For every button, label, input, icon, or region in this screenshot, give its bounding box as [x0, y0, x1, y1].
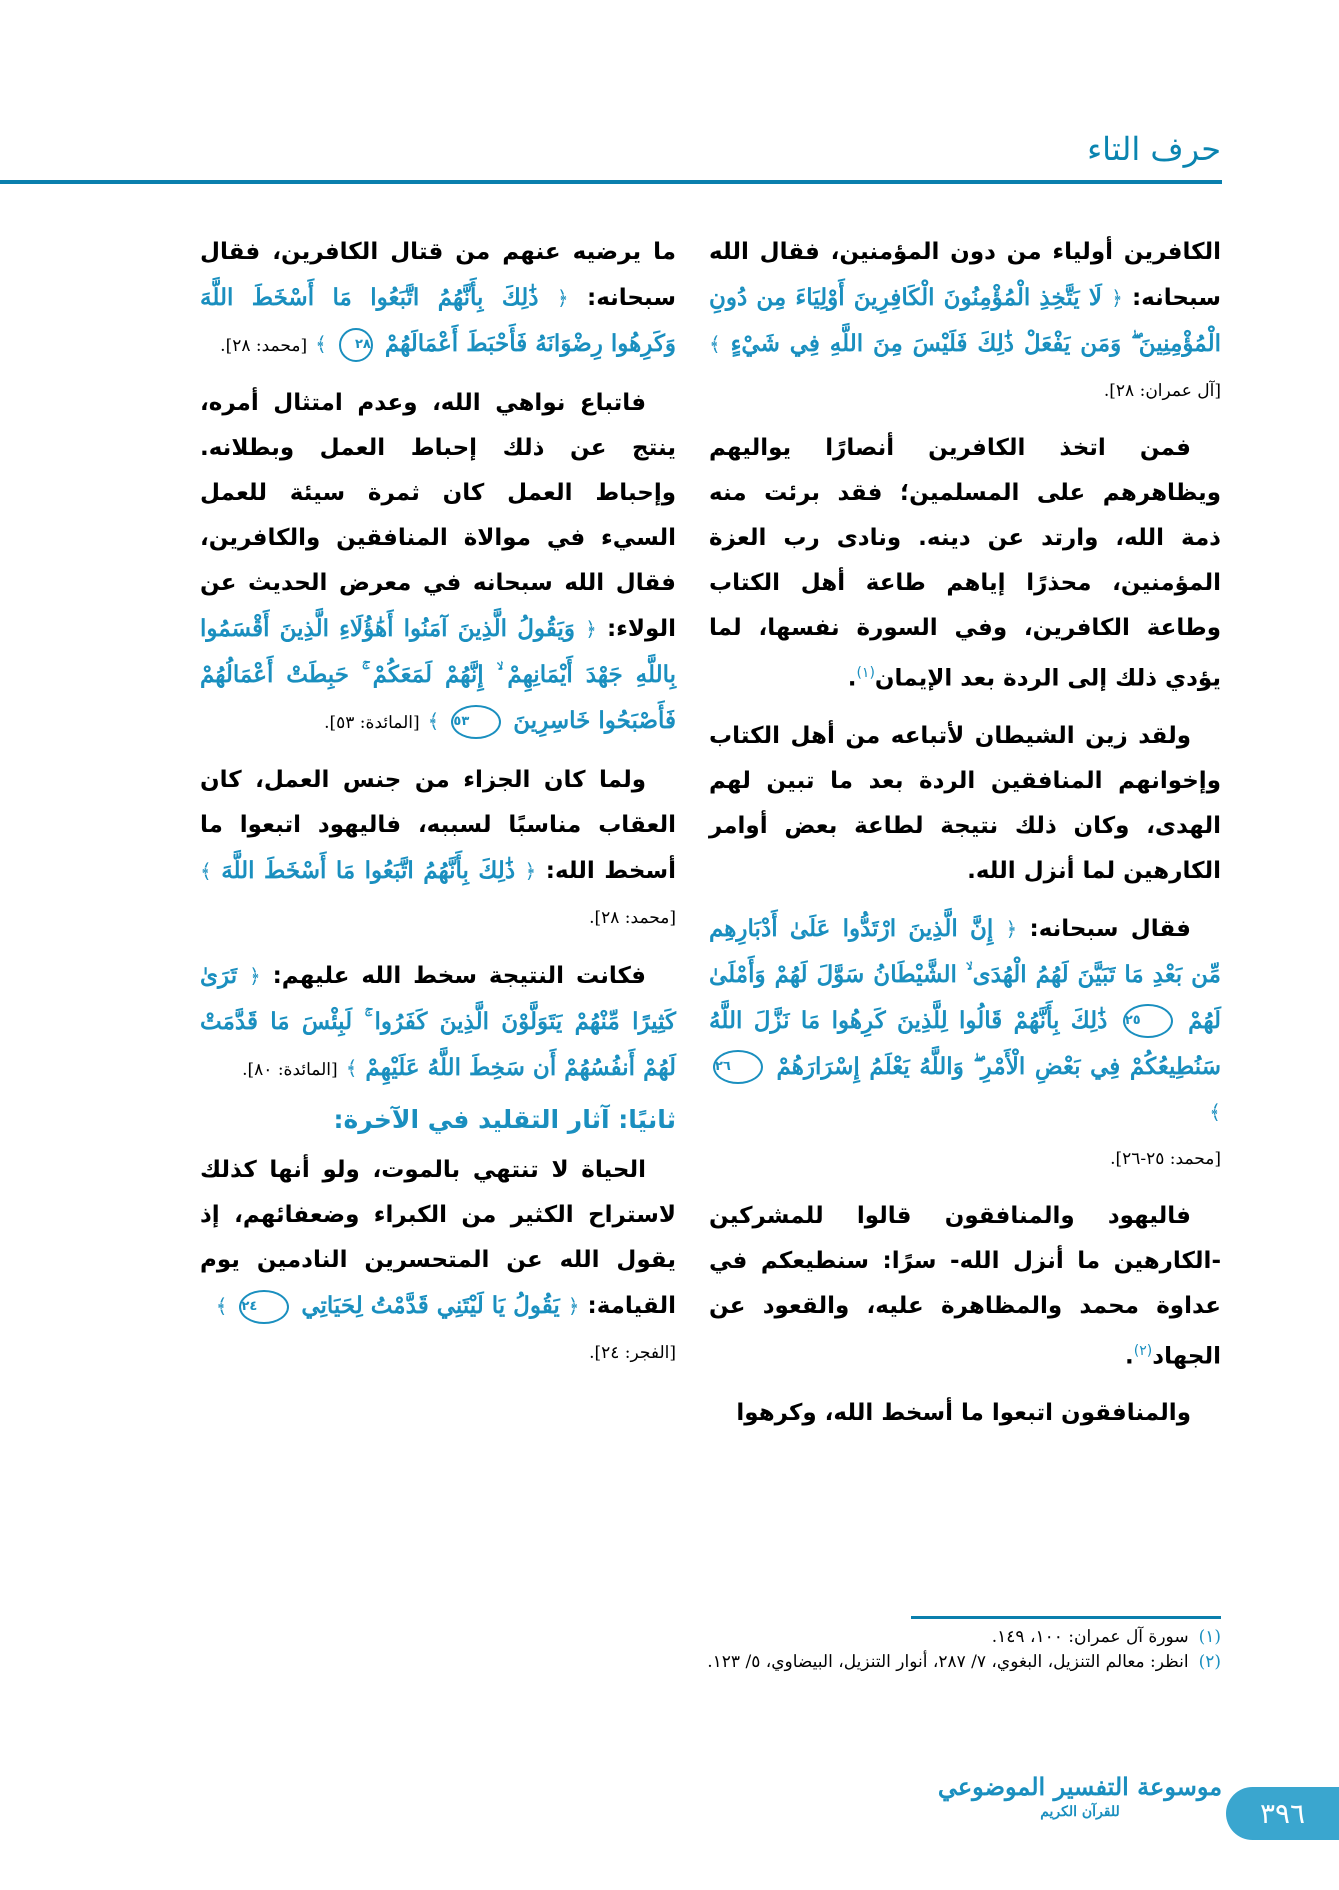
quran-verse: ذَٰلِكَ بِأَنَّهُمُ اتَّبَعُوا مَا أَسْخَطَ اللَّهَ وَكَرِهُوا رِضْوَانَهُ فَأَحْبَطَ أَعْمَالَهُمْ — [200, 284, 676, 357]
quran-open-ornament-icon: ﴿ — [1111, 286, 1123, 310]
quran-open-ornament-icon: ﴿ — [585, 617, 597, 641]
quran-open-ornament-icon: ﴿ — [524, 859, 537, 883]
footnote-marker[interactable]: (٢) — [1133, 1342, 1153, 1359]
verse-reference: [محمد: ٢٨]. — [589, 908, 676, 928]
quran-close-ornament-icon: ﴾ — [200, 859, 212, 883]
footnotes — [701, 1625, 1221, 1675]
logo-subtitle: للقرآن الكريم — [1040, 1804, 1120, 1820]
footnote-number: (٢) — [1198, 1652, 1221, 1672]
paragraph — [709, 1391, 1221, 1436]
ayah-number: ٢٥ — [1123, 1004, 1173, 1038]
body-text: ولما كان الجزاء من جنس العمل، كان العقاب مناسبًا لسببه، فاليهود اتبعوا ما أسخط الله: — [200, 767, 676, 884]
quran-verse: تَرَىٰ كَثِيرًا مِّنْهُمْ يَتَوَلَّوْنَ الَّذِينَ كَفَرُوا ۚ لَبِئْسَ مَا قَدَّمَتْ لَهُمْ أَنفُسُهُمْ أَن سَخِطَ اللَّهُ عَلَيْهِمْ — [200, 962, 676, 1081]
body-text: والمنافقون اتبعوا ما أسخط الله، وكرهوا — [736, 1400, 1191, 1427]
paragraph — [200, 381, 676, 746]
paragraph — [709, 906, 1221, 1182]
body-text: فاتباع نواهي الله، وعدم امتثال أمره، ينتج عن ذلك إحباط العمل وبطلانه. وإحباط العمل كان ثمرة سيئة للعمل السيء في موالاة المنافقين والكافرين، فقال الله سبحانه في معرض الحديث عن الولاء: — [200, 390, 676, 642]
quran-verse: لَا يَتَّخِذِ الْمُؤْمِنُونَ الْكَافِرِينَ أَوْلِيَاءَ مِن دُونِ الْمُؤْمِنِينَ ۖ وَمَن يَفْعَلْ ذَٰلِكَ فَلَيْسَ مِنَ اللَّهِ فِي شَيْءٍ — [709, 284, 1221, 357]
body-text: ما يرضيه عنهم من قتال الكافرين، فقال سبحانه: — [200, 239, 676, 311]
ayah-number: ٥٣ — [451, 705, 501, 739]
paragraph: فمن اتخذ الكافرين أنصارًا يواليهم ويظاهرهم على المسلمين؛ فقد برئت منه ذمة الله، وارتد عن دينه. ونادى رب العزة المؤمنين، محذرًا إياهم طاعة أهل الكتاب وطاعة الكافرين، وفي السورة نفسها، لما يؤدي ذلك إلى الردة بعد الإيمان$^{(١)}$. — [709, 435, 1221, 692]
footnote-text: انظر: معالم التنزيل، البغوي، ٧/ ٢٨٧، أنوار التنزيل، البيضاوي، ٥/ ١٢٣. — [707, 1652, 1189, 1672]
quran-close-ornament-icon: ﴾ — [315, 332, 327, 356]
page-number-badge: ٣٩٦ — [1226, 1787, 1339, 1840]
quran-close-ornament-icon: ﴾ — [709, 332, 721, 356]
section-subheading: ثانيًا: آثار التقليد في الآخرة: — [333, 1105, 676, 1134]
body-text: فقال سبحانه: — [1017, 915, 1191, 942]
logo-title: موسوعة التفسير الموضوعي — [937, 1772, 1223, 1801]
quran-close-ornament-icon: ﴾ — [345, 1056, 358, 1080]
verse-reference: [آل عمران: ٢٨]. — [1103, 381, 1221, 401]
quran-open-ornament-icon: ﴿ — [249, 964, 261, 988]
quran-close-ornament-icon: ﴾ — [215, 1294, 228, 1318]
header-divider — [0, 180, 1222, 184]
ayah-number: ٢٨ — [339, 328, 373, 362]
paragraph — [200, 230, 676, 369]
paragraph: فاليهود والمنافقون قالوا للمشركين -الكارهين ما أنزل الله- سرًا: سنطيعكم في عداوة محمد والمظاهرة عليه، والقعود عن الجهاد$^{(٢)}$. — [709, 1202, 1221, 1370]
verse-reference: [الفجر: ٢٤]. — [589, 1343, 676, 1363]
footnote-number: (١) — [1198, 1627, 1221, 1647]
body-text: الحياة لا تنتهي بالموت، ولو أنها كذلك لاستراح الكثير من الكبراء وضعفائهم، إذ يقول الله عن المتحسرين النادمين يوم القيامة: — [200, 1157, 676, 1319]
verse-reference: [المائدة: ٨٠]. — [242, 1060, 338, 1080]
quran-open-ornament-icon: ﴿ — [1005, 916, 1018, 941]
encyclopedia-logo — [930, 1770, 1230, 1850]
footnote-marker[interactable]: (١) — [856, 665, 875, 681]
quran-close-ornament-icon: ﴾ — [427, 709, 440, 733]
quran-verse: يَقُولُ يَا لَيْتَنِي قَدَّمْتُ لِحَيَاتِي — [301, 1292, 560, 1319]
paragraph — [709, 714, 1221, 894]
paragraph — [709, 230, 1221, 414]
footnote-divider — [911, 1616, 1221, 1619]
body-text: فمن اتخذ الكافرين أنصارًا يواليهم ويظاهرهم على المسلمين؛ فقد برئت منه ذمة الله، وارتد عن دينه. ونادى رب العزة المؤمنين، محذرًا إياهم طاعة أهل الكتاب وطاعة الكافرين، وفي السورة نفسها، لما يؤدي ذلك إلى الردة بعد الإيمان — [709, 435, 1221, 692]
quran-open-ornament-icon: ﴿ — [556, 286, 569, 310]
ayah-number: ٢٤ — [239, 1290, 289, 1324]
footnote — [701, 1650, 1221, 1675]
footnote-text: سورة آل عمران: ١٠٠، ١٤٩. — [991, 1627, 1189, 1647]
verse-reference: [محمد: ٢٥-٢٦]. — [1110, 1148, 1221, 1169]
quran-verse: ذَٰلِكَ بِأَنَّهُمْ قَالُوا لِلَّذِينَ كَرِهُوا مَا نَزَّلَ اللَّهُ سَنُطِيعُكُمْ فِي بَعْضِ الْأَمْرِ ۖ وَاللَّهُ يَعْلَمُ إِسْرَارَهُمْ — [709, 1006, 1221, 1080]
body-text: فاليهود والمنافقون قالوا للمشركين -الكارهين ما أنزل الله- سرًا: سنطيعكم في عداوة محمد والمظاهرة عليه، والقعود عن الجهاد — [709, 1202, 1221, 1370]
chapter-title: حرف التاء — [1087, 130, 1221, 168]
quran-verse: إِنَّ الَّذِينَ ارْتَدُّوا عَلَىٰ أَدْبَارِهِم مِّن بَعْدِ مَا تَبَيَّنَ لَهُمُ الْهُدَى ۙ الشَّيْطَانُ سَوَّلَ لَهُمْ وَأَمْلَىٰ لَهُمْ — [709, 914, 1221, 1034]
quran-verse: وَيَقُولُ الَّذِينَ آمَنُوا أَهَٰؤُلَاءِ الَّذِينَ أَقْسَمُوا بِاللَّهِ جَهْدَ أَيْمَانِهِمْ ۙ إِنَّهُمْ لَمَعَكُمْ ۚ حَبِطَتْ أَعْمَالُهُمْ فَأَصْبَحُوا خَاسِرِينَ — [200, 615, 676, 734]
quran-close-ornament-icon: ﴾ — [1209, 1099, 1221, 1124]
left-column — [200, 230, 676, 1388]
body-text: فكانت النتيجة سخط الله عليهم: — [260, 963, 646, 989]
quran-open-ornament-icon: ﴿ — [567, 1294, 580, 1318]
verse-reference: [المائدة: ٥٣]. — [324, 713, 420, 733]
paragraph — [200, 758, 676, 941]
paragraph — [200, 953, 676, 1093]
body-text: ولقد زين الشيطان لأتباعه من أهل الكتاب وإخوانهم المنافقين الردة بعد ما تبين لهم الهدى، وكان ذلك نتيجة لطاعة بعض أوامر الكارهين لما أنزل الله. — [709, 722, 1221, 884]
right-column — [709, 230, 1221, 1448]
verse-reference: [محمد: ٢٨]. — [220, 336, 308, 356]
quran-verse: ذَٰلِكَ بِأَنَّهُمُ اتَّبَعُوا مَا أَسْخَطَ اللَّهَ — [221, 857, 516, 884]
footnote — [701, 1625, 1221, 1650]
paragraph — [200, 1148, 676, 1376]
ayah-number: ٢٦ — [713, 1050, 763, 1084]
body-text: الكافرين أولياء من دون المؤمنين، فقال الله سبحانه: — [709, 239, 1221, 311]
